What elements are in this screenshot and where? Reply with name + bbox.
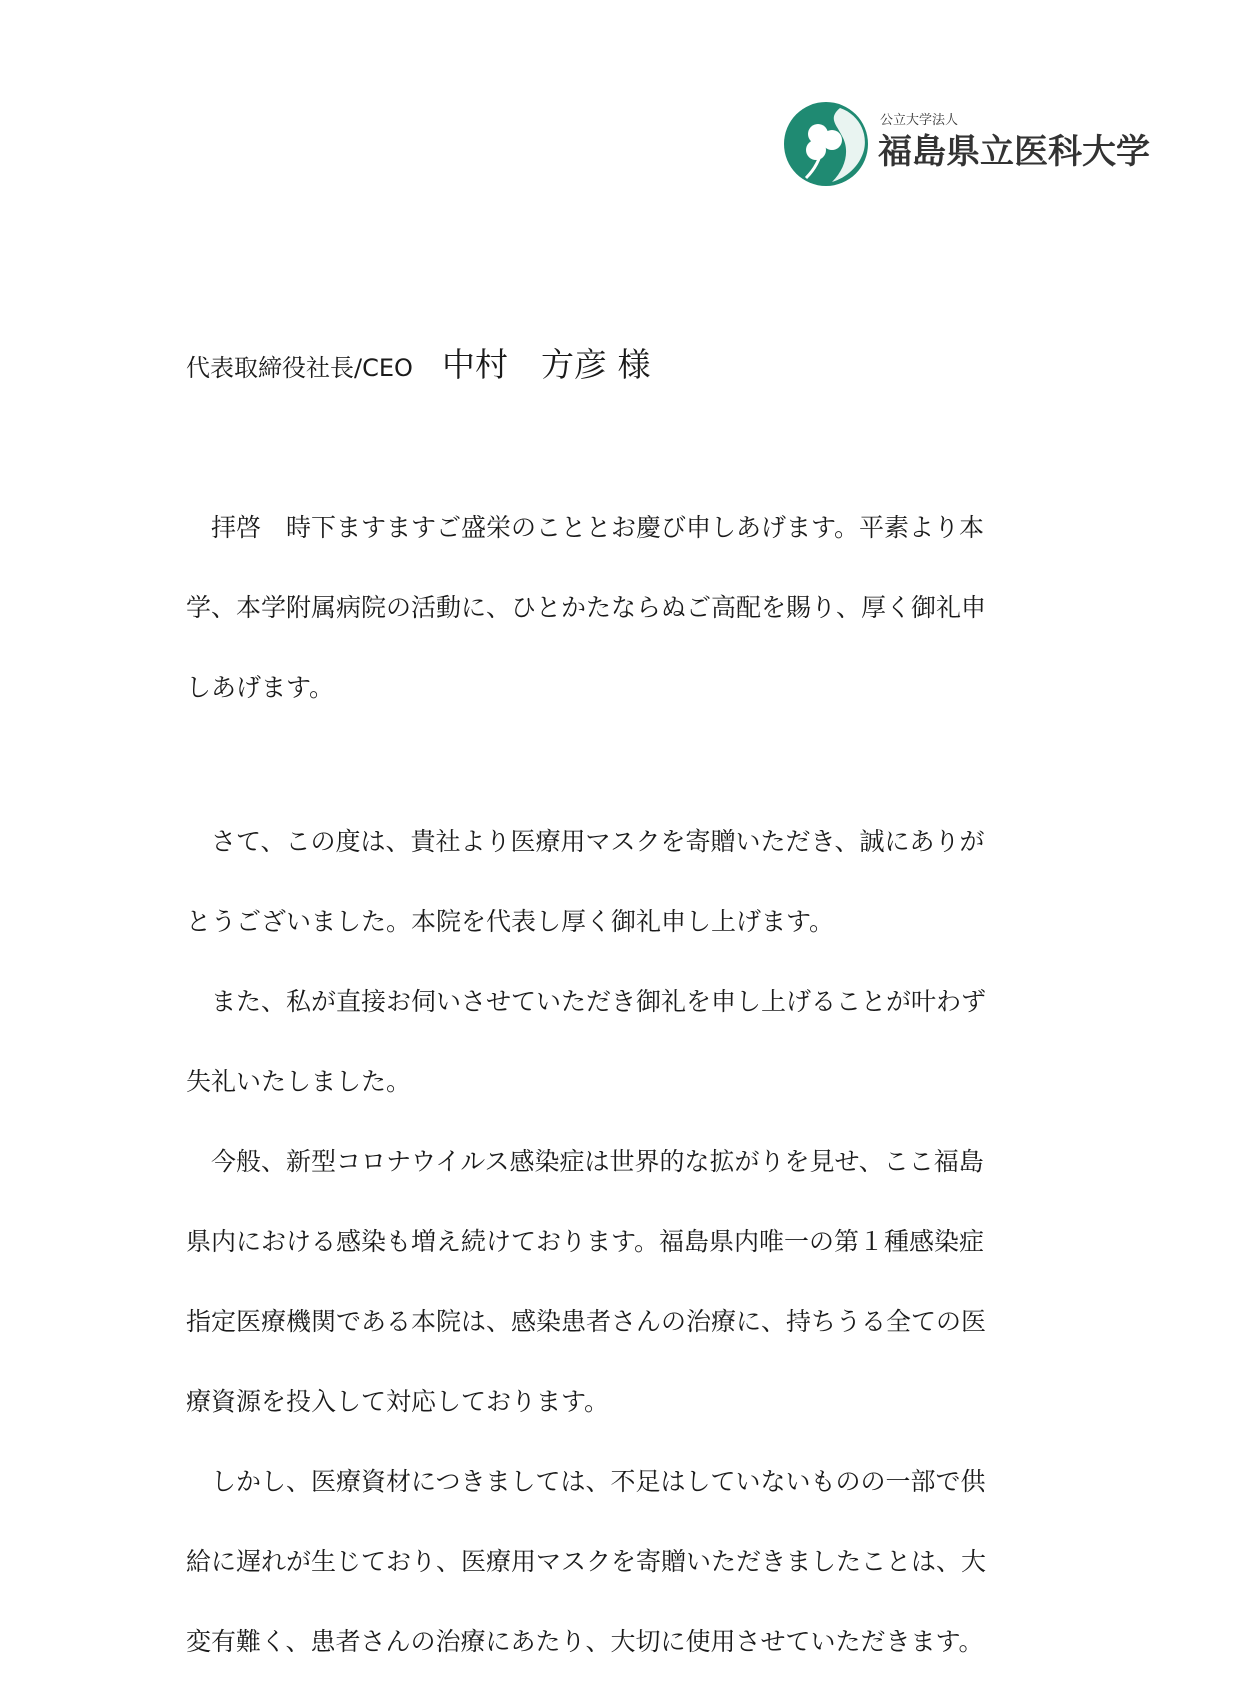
text-line: 変有難く、患者さんの治療にあたり、大切に使用させていただきます。 bbox=[186, 1627, 984, 1656]
text-line: また、私が直接お伺いさせていただき御礼を申し上げることが叶わず bbox=[186, 987, 987, 1016]
letterhead-logo bbox=[780, 98, 1150, 190]
organization-type: 公立大学法人 bbox=[880, 113, 959, 128]
text-line: 今般、新型コロナウイルス感染症は世界的な拡がりを見せ、ここ福島 bbox=[186, 1147, 984, 1176]
text-line: さて、この度は、貴社より医療用マスクを寄贈いただき、誠にありが bbox=[186, 827, 985, 856]
text-line: しあげます。 bbox=[186, 673, 335, 702]
text-line: 療資源を投入して対応しております。 bbox=[186, 1387, 610, 1416]
organization-name: 福島県立医科大学 bbox=[878, 132, 1150, 172]
text-line: 学、本学附属病院の活動に、ひとかたならぬご高配を賜り、厚く御礼申 bbox=[186, 593, 987, 622]
text-line: しかし、医療資材につきましては、不足はしていないものの一部で供 bbox=[186, 1467, 986, 1496]
addressee-name: 中村 方彦 様 bbox=[442, 345, 651, 384]
text-line: 給に遅れが生じており、医療用マスクを寄贈いただきましたことは、大 bbox=[186, 1547, 987, 1576]
addressee bbox=[186, 345, 651, 388]
addressee-title: 代表取締役社長/CEO bbox=[186, 354, 413, 382]
body-paragraphs bbox=[186, 802, 1056, 1682]
text-line: とうございました。本院を代表し厚く御礼申し上げます。 bbox=[186, 907, 835, 936]
text-line: 失礼いたしました。 bbox=[186, 1067, 412, 1096]
text-line: 拝啓 時下ますますご盛栄のこととお慶び申しあげます。平素より本 bbox=[186, 513, 985, 542]
text-line: 県内における感染も増え続けております。福島県内唯一の第１種感染症 bbox=[186, 1227, 985, 1256]
greeting-paragraph bbox=[186, 488, 1056, 728]
clover-leaf-logo-icon bbox=[780, 98, 872, 190]
text-line: 指定医療機関である本院は、感染患者さんの治療に、持ちうる全ての医 bbox=[186, 1307, 987, 1336]
